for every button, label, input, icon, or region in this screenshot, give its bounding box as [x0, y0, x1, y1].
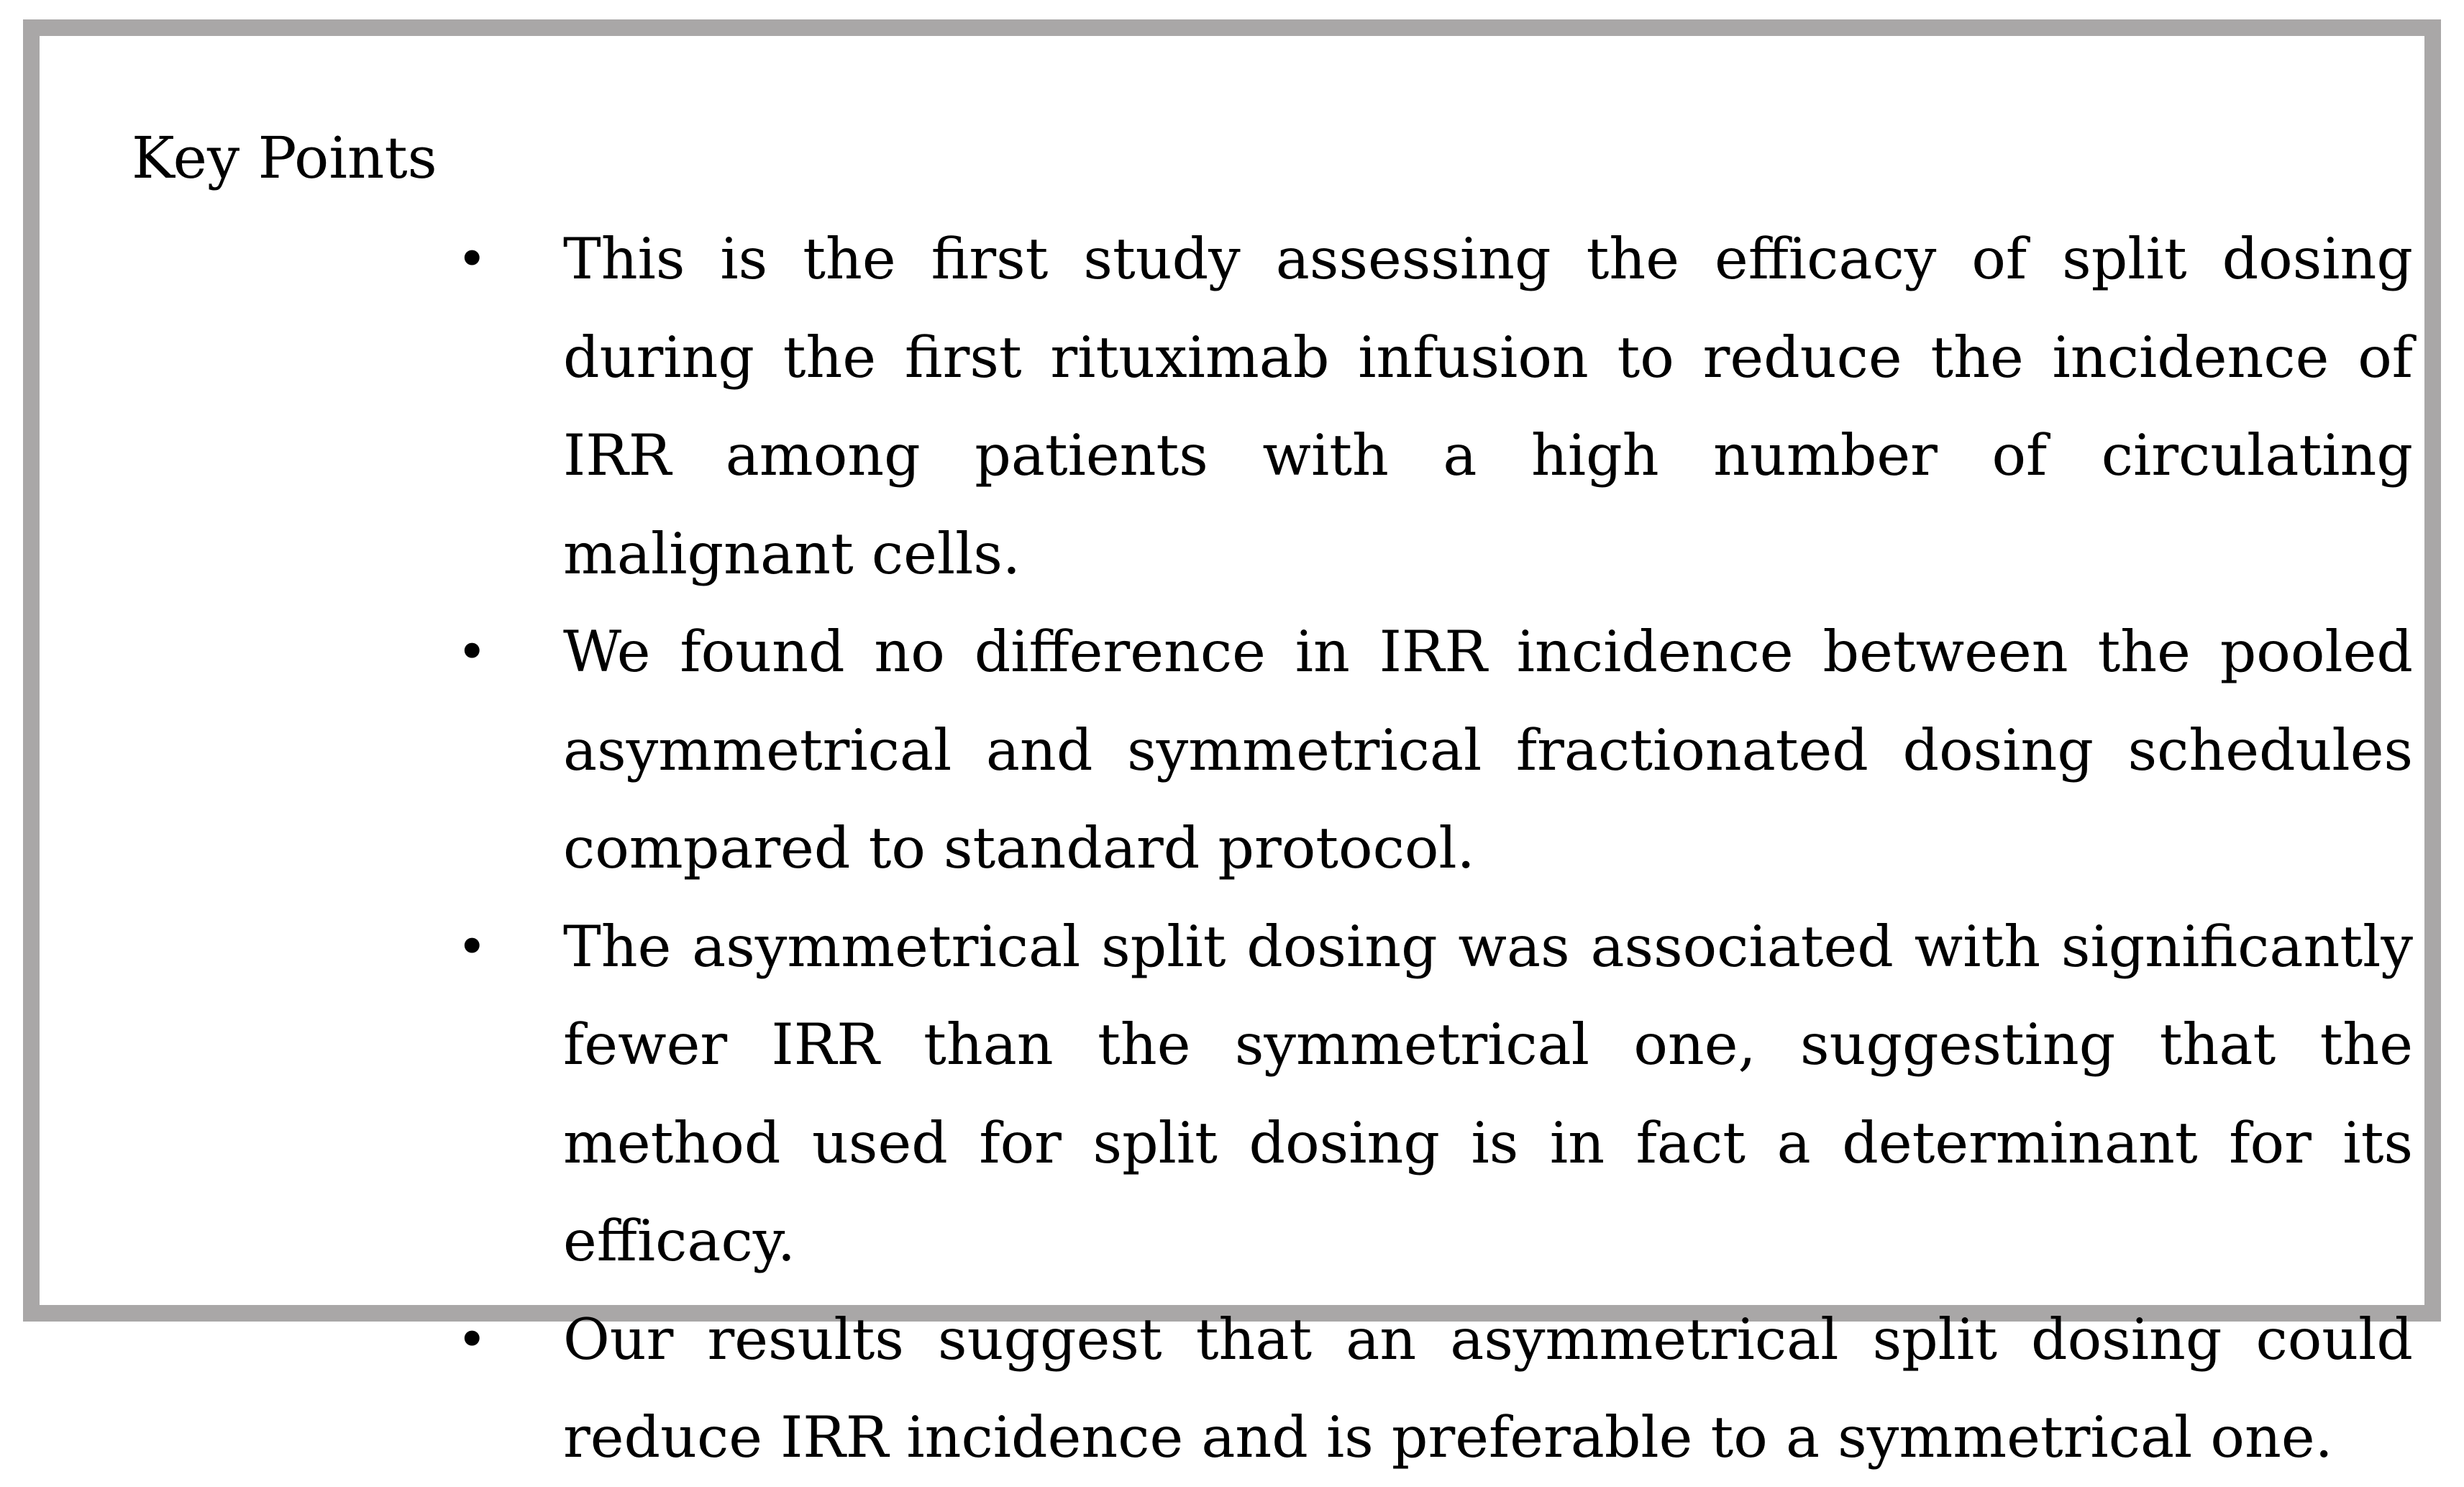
bullet-icon: •: [457, 916, 488, 977]
list-item: [457, 603, 2413, 898]
key-points-title: Key Points: [132, 124, 437, 191]
key-point-text: This is the first study assessing the efficacy of split dosing during the first rituximab infusion to reduce the incidence of IRR among patients with a high number of circulating malignant cells.: [563, 226, 2413, 587]
bullet-icon: •: [457, 229, 488, 289]
list-item: [457, 898, 2413, 1291]
key-point-text: The asymmetrical split dosing was associated with significantly fewer IRR than the symmetrical one, suggesting that the method used for split dosing is in fact a determinant for its efficacy.: [563, 913, 2413, 1274]
bullet-icon: •: [457, 1309, 488, 1370]
key-point-text: Our results suggest that an asymmetrical split dosing could reduce IRR incidence and is preferable to a symmetrical one.: [563, 1306, 2413, 1470]
key-point-text: We found no difference in IRR incidence between the pooled asymmetrical and symmetrical fractionated dosing schedules compared to standard protocol.: [563, 619, 2413, 881]
list-item: [457, 210, 2413, 603]
key-points-list: [457, 210, 2413, 1487]
key-points-box: [23, 19, 2441, 1470]
list-item: [457, 1291, 2413, 1487]
bullet-icon: •: [457, 622, 488, 682]
